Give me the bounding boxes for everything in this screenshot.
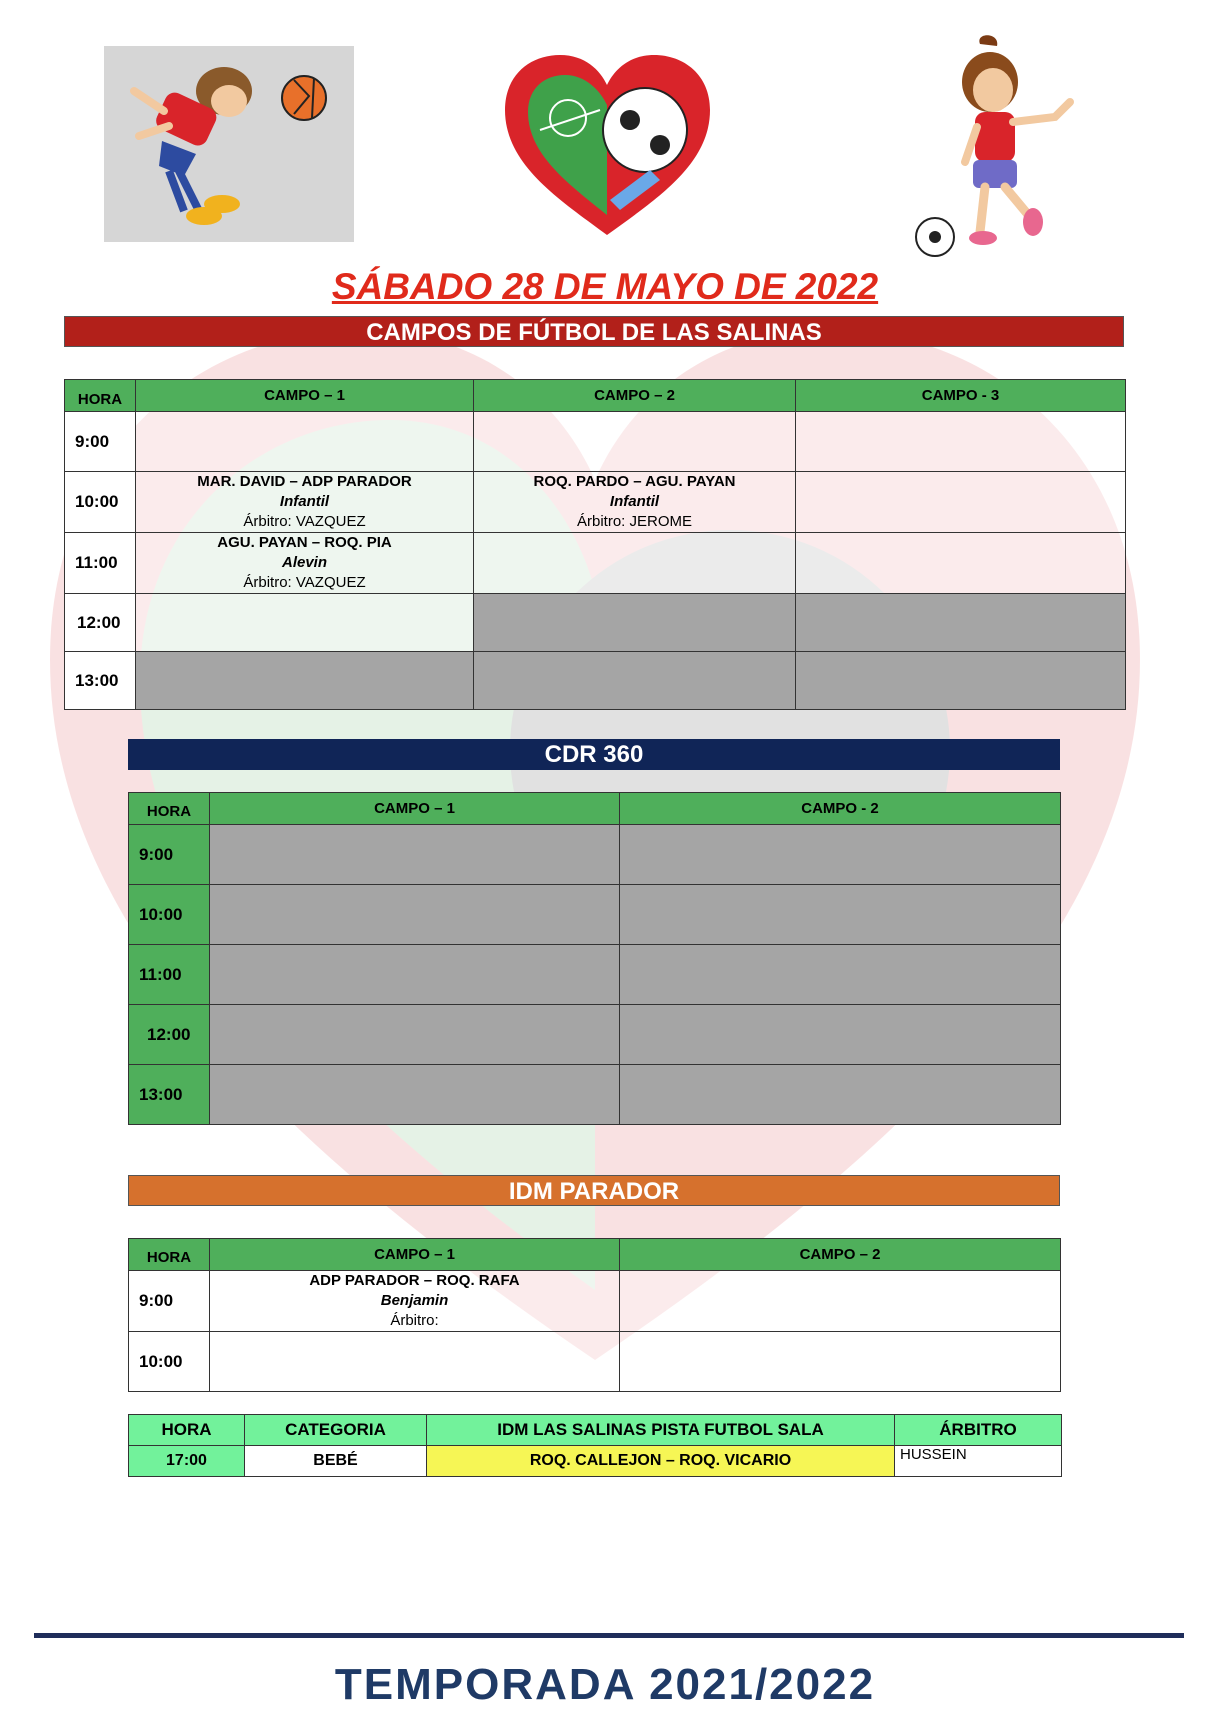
slot-cell	[796, 412, 1126, 472]
unavailable-slot	[620, 1065, 1061, 1125]
header-campo-2: CAMPO – 2	[474, 380, 796, 412]
slot-cell	[474, 533, 796, 594]
unavailable-slot	[210, 825, 620, 885]
header-hora: HORA	[129, 1415, 245, 1446]
header-campo-2: CAMPO – 2	[620, 1239, 1061, 1271]
header-hora: HORA	[129, 793, 210, 825]
club-logo	[500, 50, 715, 240]
match-teams: MAR. DAVID – ADP PARADOR	[197, 473, 412, 490]
cdr-schedule-table	[128, 792, 1061, 1125]
header-venue: IDM LAS SALINAS PISTA FUTBOL SALA	[427, 1415, 895, 1446]
match-referee: Árbitro: VAZQUEZ	[243, 513, 366, 530]
hour-cell: 13:00	[129, 1065, 210, 1125]
hour-cell: 11:00	[65, 533, 136, 594]
header-campo-1: CAMPO – 1	[136, 380, 474, 412]
match-referee: Árbitro: JEROME	[576, 513, 693, 530]
header-hora: HORA	[65, 380, 136, 412]
hour-cell: 9:00	[129, 1271, 210, 1332]
hour-cell: 11:00	[129, 945, 210, 1005]
hour-cell: 9:00	[129, 825, 210, 885]
match-teams: ROQ. PARDO – AGU. PAYAN	[533, 473, 736, 490]
unavailable-slot	[620, 945, 1061, 1005]
idm-schedule-table	[128, 1238, 1061, 1392]
header-hora: HORA	[129, 1239, 210, 1271]
match-slot	[136, 472, 474, 533]
slot-cell	[620, 1271, 1061, 1332]
sala-referee: HUSSEIN	[895, 1446, 1062, 1477]
sala-category: BEBÉ	[245, 1446, 427, 1477]
salinas-schedule-table	[64, 379, 1126, 710]
match-category: Alevin	[281, 554, 327, 571]
date-title: SÁBADO 28 DE MAYO DE 2022	[331, 266, 879, 307]
match-teams: ADP PARADOR – ROQ. RAFA	[309, 1272, 520, 1289]
unavailable-slot	[474, 594, 796, 652]
unavailable-slot	[796, 652, 1126, 710]
header-categoria: CATEGORIA	[245, 1415, 427, 1446]
header-campo-1: CAMPO – 1	[210, 1239, 620, 1271]
boy-player-image	[104, 46, 354, 242]
unavailable-slot	[136, 652, 474, 710]
match-slot	[136, 533, 474, 594]
match-category: Infantil	[279, 493, 330, 510]
unavailable-slot	[620, 885, 1061, 945]
unavailable-slot	[210, 1005, 620, 1065]
match-referee: Árbitro:	[390, 1312, 439, 1329]
hour-cell: 12:00	[65, 594, 136, 652]
unavailable-slot	[620, 825, 1061, 885]
match-slot	[210, 1271, 620, 1332]
hour-cell: 10:00	[129, 885, 210, 945]
sala-hour: 17:00	[129, 1446, 245, 1477]
slot-cell	[136, 412, 474, 472]
unavailable-slot	[620, 1005, 1061, 1065]
sala-match: ROQ. CALLEJON – ROQ. VICARIO	[427, 1446, 895, 1477]
unavailable-slot	[210, 1065, 620, 1125]
match-teams: AGU. PAYAN – ROQ. PIA	[217, 534, 392, 551]
idm-title-band: IDM PARADOR	[128, 1175, 1060, 1206]
match-category: Infantil	[609, 493, 660, 510]
footer-divider	[34, 1633, 1184, 1638]
match-slot	[474, 472, 796, 533]
match-referee: Árbitro: VAZQUEZ	[243, 574, 366, 591]
slot-cell	[474, 412, 796, 472]
header-campo-2: CAMPO - 2	[620, 793, 1061, 825]
cdr-title-band: CDR 360	[128, 739, 1060, 770]
slot-cell	[136, 594, 474, 652]
slot-cell	[796, 472, 1126, 533]
unavailable-slot	[796, 594, 1126, 652]
hour-cell: 9:00	[65, 412, 136, 472]
unavailable-slot	[210, 885, 620, 945]
hour-cell: 10:00	[129, 1332, 210, 1392]
unavailable-slot	[210, 945, 620, 1005]
slot-cell	[796, 533, 1126, 594]
futbol-sala-table	[128, 1414, 1062, 1477]
slot-cell	[620, 1332, 1061, 1392]
header-campo-1: CAMPO – 1	[210, 793, 620, 825]
unavailable-slot	[474, 652, 796, 710]
match-category: Benjamin	[380, 1292, 449, 1309]
hour-cell: 10:00	[65, 472, 136, 533]
hour-cell: 12:00	[129, 1005, 210, 1065]
header-arbitro: ÁRBITRO	[895, 1415, 1062, 1446]
hour-cell: 13:00	[65, 652, 136, 710]
season-title: TEMPORADA 2021/2022	[334, 1660, 876, 1709]
girl-player-image	[905, 32, 1075, 257]
header-campo-3: CAMPO - 3	[796, 380, 1126, 412]
salinas-title-band: CAMPOS DE FÚTBOL DE LAS SALINAS	[64, 316, 1124, 347]
slot-cell	[210, 1332, 620, 1392]
